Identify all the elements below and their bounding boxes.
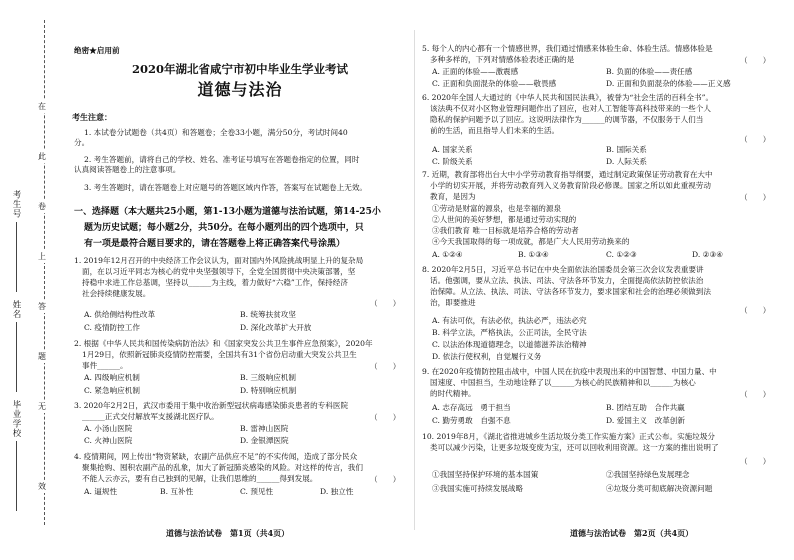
option-d: D. 依法行使权利，自觉履行义务	[432, 352, 542, 361]
option-d: D. 人际关系	[606, 157, 648, 166]
notice-line: 认真阅读答题卷上的注意事项。	[74, 165, 181, 174]
option-c: C. 以法治体现道德理念，以道德滋养法治精神	[432, 340, 587, 349]
answer-parentheses: （ ）	[370, 299, 401, 308]
question-7-line: 小学的切实开展，并将劳动教育列入义务教育阶段必修课。国家之所以如此重视劳动	[430, 181, 711, 190]
question-4-line: 4. 疫情期间，网上传出“物资紧缺，农副产品供应不足”的不实传闻，造成了部分民众	[74, 452, 358, 461]
seal-char: 无	[38, 402, 46, 411]
student-id-label: 考生号	[11, 190, 21, 219]
page-footer: 道德与法治试卷 第2页（共4页）	[570, 528, 694, 538]
subject-title: 道德与法治	[197, 80, 283, 99]
option-d: D. 金银潭医院	[240, 436, 289, 445]
school-field	[8, 400, 24, 511]
confidential-mark: 绝密★启用前	[74, 46, 120, 55]
answer-parentheses: （ ）	[370, 413, 401, 422]
statement-item: ②人世间的美好梦想，都是通过劳动实现的	[432, 215, 577, 224]
question-6-line: 该法典不仅对小区物业管理问题作出了回应，也对人工智能等高科技带来的一些个人	[430, 104, 711, 113]
question-2-line: 事件______。	[82, 361, 128, 370]
option-a: A. 正面的体验——激震感	[432, 67, 519, 76]
name-line	[16, 322, 17, 392]
option-b: B. 统筹扶贫攻坚	[240, 310, 296, 319]
question-8-line: 治保障。从立法、执法、司法、守法各环节发力，要求国家和社会的治理必须做到法	[430, 287, 711, 296]
notice-line: 2. 考生答题前，请将自己的学校、姓名、准考证号填写在答题卷指定的位置，同时	[84, 155, 360, 164]
seal-char: 题	[38, 352, 46, 361]
question-9-line: 的时代精神。	[430, 389, 476, 398]
question-9-line: 9. 在2020年疫情防控阻击战中，中国人民在抗疫中表现出来的中国智慧、中国力量、中	[422, 367, 717, 376]
question-2-line: 1月29日，依照新冠肺炎疫情防控需要，全国共有31个省份启动重大突发公共卫生	[82, 350, 357, 359]
option-b: B. 国际关系	[606, 145, 647, 154]
option-a: A. 志存高远 勇于担当	[432, 403, 511, 412]
seal-char: 在	[38, 102, 46, 111]
option-c: C. ①②③	[606, 250, 637, 259]
answer-parentheses: （ ）	[370, 362, 401, 371]
student-id-field	[8, 190, 24, 292]
option-a: A. 有法可依，有法必依，执法必严，违法必究	[432, 316, 587, 325]
statement-item: ③我国实施可持续发展战略	[432, 484, 524, 493]
seal-char: 答	[38, 302, 46, 311]
option-a: A. 小汤山医院	[84, 424, 133, 433]
exam-title: 2020年湖北省咸宁市初中毕业生学业考试	[131, 62, 348, 76]
question-1-line: 持稳中求进工作总基调，坚持以______为主线，着力做好“六稳”工作，保持经济	[82, 278, 348, 287]
answer-parentheses: （ ）	[740, 390, 771, 399]
option-c: C. 正面和负面混杂的体验——敬畏感	[432, 79, 557, 88]
option-c: C. 火神山医院	[84, 436, 133, 445]
option-b: B. ①③④	[518, 250, 549, 259]
option-b: B. 三级响应机制	[240, 373, 296, 382]
question-7-line: 7. 近期，教育部将出台大中小学劳动教育指导纲要，通过制定政策保证劳动教育在大中	[422, 170, 713, 179]
option-d: D. 正面和负面混杂的体验——正义感	[606, 79, 731, 88]
statement-item: ②我国坚持绿色发展理念	[606, 470, 690, 479]
question-8-line: 治，即要推进	[430, 298, 476, 307]
option-a: A. 国家关系	[432, 145, 473, 154]
notice-line: 1. 本试卷分试题卷（共4页）和答题卷；全卷33小题，满分50分，考试时间40	[84, 128, 348, 137]
question-3-line: ______正式交付解放军支援湖北医疗队。	[82, 412, 219, 421]
seal-char: 效	[38, 482, 46, 491]
question-2-line: 2. 根据《中华人民共和国传染病防治法》和《国家突发公共卫生事件应急预案》，2020年	[74, 339, 373, 348]
statement-item: ①劳动是财富的源泉，也是幸福的源泉	[432, 204, 562, 213]
question-1-line: 面，在以习近平同志为核心的党中央坚强领导下，全党全国贯彻中央决策部署，坚	[82, 267, 356, 276]
option-c: C. 勤劳勇敢 自强不息	[432, 416, 511, 425]
question-9-line: 国速度、中国担当，生动地诠释了以______为核心的民族精神和以______为核心	[430, 378, 696, 387]
option-a: A. 供给侧结构性改革	[84, 310, 156, 319]
name-label: 姓名	[11, 300, 21, 319]
section-heading-line: 题为历史试题；每小题2分，共50分。在每小题列出的四个选项中，只	[84, 223, 364, 233]
question-8-line: 8. 2020年2月5日，习近平总书记在中央全面依法治国委员会第三次会议发表重要讲	[422, 265, 704, 274]
notice-heading: 考生注意：	[72, 112, 112, 122]
name-field	[8, 300, 24, 392]
option-b: B. 科学立法，严格执法，公正司法，全民守法	[432, 328, 587, 337]
school-label: 毕业学校	[11, 400, 21, 438]
question-8-line: 话。他强调，要从立法、执法、司法、守法各环节发力，全面提高依法防控依法治	[430, 276, 704, 285]
answer-parentheses: （ ）	[740, 306, 771, 315]
seal-char: 卷	[38, 202, 46, 211]
section-heading-line: 一、选择题（本大题共25小题，第1-13小题为道德与法治试题，第14-25小	[74, 207, 381, 217]
question-4-line: 不能人云亦云，要有自己独到的见解，让我们思维的______得到发展。	[82, 474, 318, 483]
section-heading-line: 有一项是最符合题目要求的，请在答题卷上将正确答案代号涂黑）	[84, 239, 346, 249]
option-a: A. 四级响应机制	[84, 373, 140, 382]
notice-line: 3. 考生答题时，请在答题卷上对应题号的答题区域内作答，答案写在试题卷上无效。	[84, 183, 368, 192]
option-b: B. 互补性	[160, 487, 194, 496]
question-5-line: 5. 每个人的内心都有一个情感世界，我们通过情感来体验生命、体验生活。情感体验是	[422, 44, 713, 53]
option-a: A. 逼规性	[84, 487, 118, 496]
statement-item: ①我国坚持保护环境的基本国策	[432, 470, 539, 479]
answer-parentheses: （ ）	[740, 56, 771, 65]
question-7-line: 教育，是因为	[430, 192, 476, 201]
statement-item: ④垃圾分类可彻底解决资源问题	[606, 484, 713, 493]
option-d: D. 特别响应机制	[240, 386, 297, 395]
question-4-line: 聚集抢购、囤积农副产品的乱象，加大了新冠肺炎感染的风险。对这样的传言，我们	[82, 463, 363, 472]
statement-item: ④今天我国取得的每一项成就，都是广大人民用劳动换来的	[432, 237, 630, 246]
school-line	[16, 441, 17, 511]
answer-parentheses: （ ）	[740, 193, 771, 202]
student-id-line	[16, 222, 17, 292]
statement-item: ③我们教育 唯一目标就是培养合格的劳动者	[432, 226, 579, 235]
option-b: B. 雷神山医院	[240, 424, 289, 433]
option-c: C. 紧急响应机制	[84, 386, 140, 395]
seal-char: 上	[38, 252, 46, 261]
page-footer: 道德与法治试卷 第1页（共4页）	[166, 528, 290, 538]
question-6-line: 前的生活，而且指导人们未来的生活。	[430, 126, 560, 135]
question-5-line: 多种多样的，下列对情感体验表述正确的是	[430, 55, 575, 64]
option-d: D. ②③④	[692, 250, 724, 259]
option-c: C. 疫情防控工作	[84, 323, 140, 332]
question-1-line: 1. 2019年12月召开的中央经济工作会议认为，面对国内外风险挑战明显上升的复杂局	[74, 256, 364, 265]
question-10-line: 类可以减少污染，让更多垃圾变废为宝，还可以回收利用资源。这一方案的推出说明了	[430, 443, 719, 452]
answer-parentheses: （ ）	[370, 475, 401, 484]
question-1-line: 社会持续健康发展。	[82, 289, 151, 298]
answer-parentheses: （ ）	[740, 457, 771, 466]
question-6-line: 隐私的保护问题予以了回应。这说明法律作为______的调节器，不仅服务于人们当	[430, 115, 704, 124]
option-b: B. 负面的体验——责任感	[606, 67, 693, 76]
binding-dashed-line	[44, 20, 45, 525]
option-c: C. 阶级关系	[432, 157, 473, 166]
right-column	[420, 0, 782, 560]
question-10-line: 10. 2019年8月，《湖北省推进城乡生活垃圾分类工作实施方案》正式公布。实施垃圾分	[422, 432, 716, 441]
question-6-line: 6. 2020年全国人大通过的《中华人民共和国民法典》，被誉为“社会生活的百科全书”。	[422, 93, 714, 102]
column-divider	[414, 30, 415, 530]
left-column	[70, 0, 410, 560]
option-b: B. 团结互助 合作共赢	[606, 403, 685, 412]
notice-line: 分。	[74, 138, 90, 147]
option-d: D. 独立性	[320, 487, 354, 496]
option-d: D. 爱国主义 改革创新	[606, 416, 685, 425]
option-a: A. ①②④	[432, 250, 463, 259]
answer-parentheses: （ ）	[740, 135, 771, 144]
seal-char: 此	[38, 152, 46, 161]
binding-margin	[0, 0, 64, 560]
option-c: C. 预见性	[240, 487, 274, 496]
question-3-line: 3. 2020年2月2日，武汉市委用于集中收治新型冠状病毒感染肺炎患者的专科医院	[74, 401, 349, 410]
option-d: D. 深化改革扩大开放	[240, 323, 312, 332]
